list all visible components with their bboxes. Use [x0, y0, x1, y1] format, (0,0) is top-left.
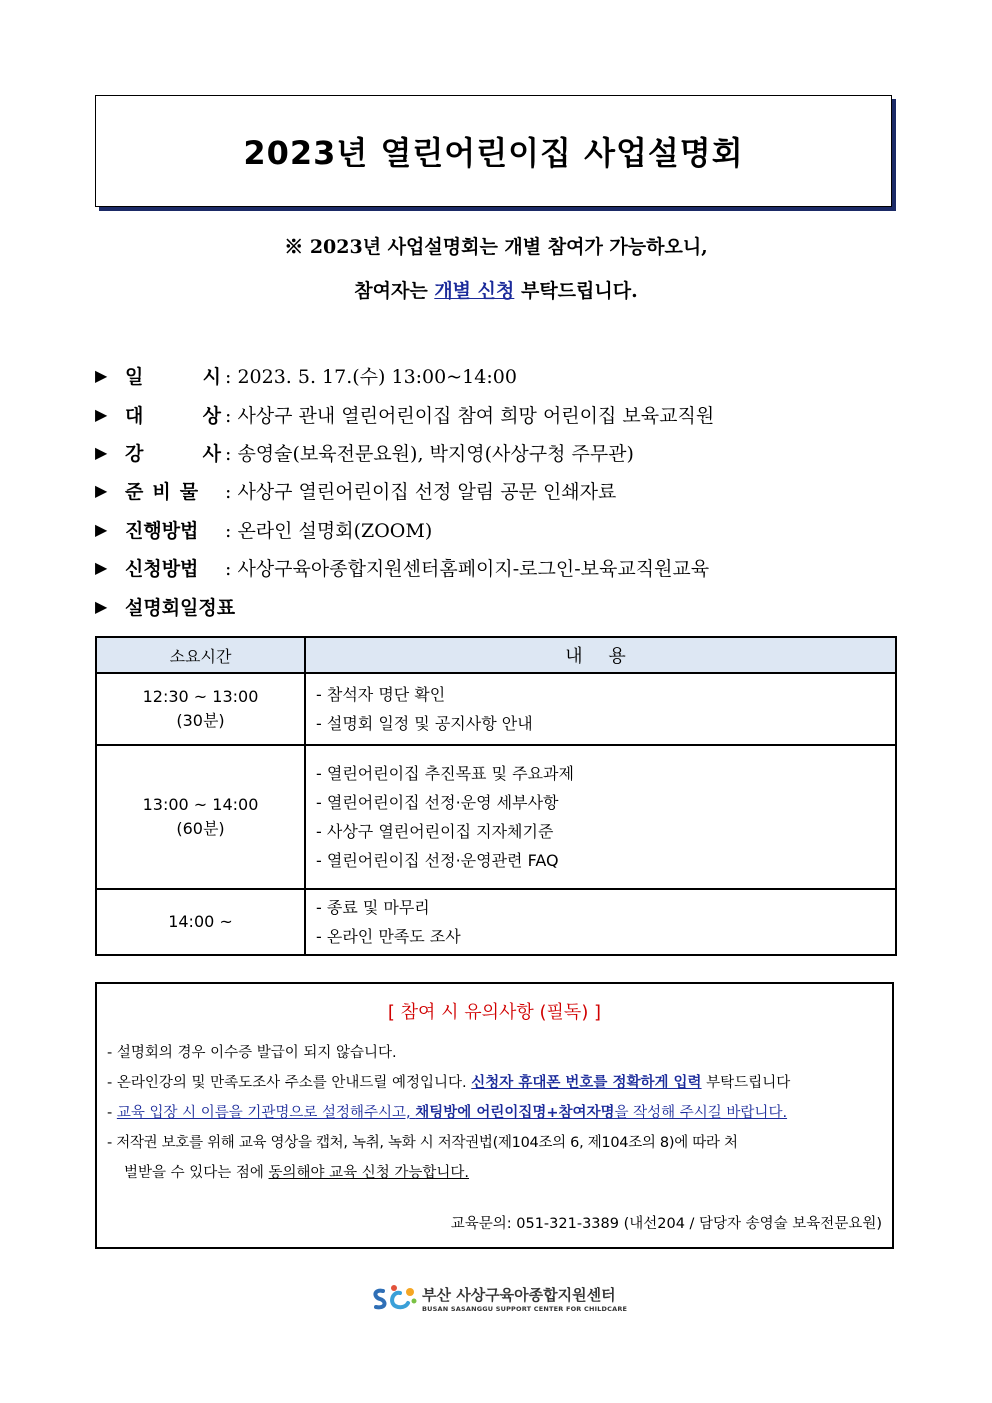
footer-logo [370, 1283, 627, 1313]
table-header: 내 용 [305, 637, 896, 673]
table-row [96, 745, 896, 889]
caution-underline: 동의해야 교육 신청 가능합니다. [268, 1165, 470, 1181]
info-label: 설명회일정표 [125, 597, 236, 619]
info-label: 대 상 [125, 405, 221, 427]
notice-line-1: ※ 2023년 사업설명회는 개별 참여가 가능하오니, [284, 236, 708, 258]
arrow-right-icon: ▶ [95, 481, 108, 500]
schedule-table [95, 636, 897, 956]
table-header: 소요시간 [96, 637, 305, 673]
notice-line-2 [0, 276, 992, 303]
info-row-apply [95, 554, 709, 581]
info-value: : 2023. 5. 17.(수) 13:00~14:00 [225, 366, 517, 388]
content-cell [305, 745, 896, 889]
time-duration: (30분) [176, 711, 225, 730]
info-label: 일 시 [125, 366, 221, 388]
notice-line-2-post: 부탁드립니다. [514, 280, 638, 302]
caution-emphasis: 교육 입장 시 이름을 기관명으로 설정해주시고, [116, 1105, 416, 1121]
info-label: 진행방법 [125, 520, 199, 542]
time-range: 12:30 ~ 13:00 [142, 687, 259, 706]
center-logo-icon [370, 1283, 418, 1313]
info-row-prep [95, 477, 616, 504]
list-item: - 열린어린이집 추진목표 및 주요과제 [316, 764, 574, 783]
time-range: 13:00 ~ 14:00 [142, 795, 259, 814]
caution-text: - 온라인강의 및 만족도조사 주소를 안내드릴 예정입니다. [107, 1075, 472, 1091]
caution-line [97, 1068, 892, 1098]
caution-line [97, 1098, 892, 1128]
arrow-right-icon: ▶ [95, 443, 108, 462]
caution-heading: [ 참여 시 유의사항 (필독) ] [387, 1002, 602, 1023]
time-cell [96, 889, 305, 955]
table-header-row [96, 637, 896, 673]
caution-emphasis: 신청자 휴대폰 번호를 정확하게 입력 [471, 1075, 702, 1091]
content-cell [305, 673, 896, 745]
caution-text: - [107, 1105, 117, 1121]
caution-box [95, 982, 894, 1249]
contact-info: 교육문의: 051-321-3389 (내선204 / 담당자 송영술 보육전문요원) [450, 1216, 882, 1232]
arrow-right-icon: ▶ [95, 597, 108, 616]
time-cell [96, 745, 305, 889]
list-item: - 종료 및 마무리 [316, 898, 430, 917]
table-row [96, 889, 896, 955]
info-row-date [95, 362, 517, 389]
notice-highlight: 개별 신청 [434, 280, 515, 302]
caution-emphasis: 을 작성해 주시길 바랍니다. [614, 1105, 788, 1121]
list-item: - 설명회 일정 및 공지사항 안내 [316, 714, 533, 733]
notice-line-2-pre: 참여자는 [354, 280, 435, 302]
info-value: : 사상구 열린어린이집 선정 알림 공문 인쇄자료 [225, 481, 617, 503]
list-item: - 사상구 열린어린이집 지자체기준 [316, 822, 554, 841]
caution-text: 부탁드립니다 [701, 1075, 791, 1091]
time-duration: (60분) [176, 819, 225, 838]
caution-emphasis: 채팅방에 어린이집명+참여자명 [415, 1105, 615, 1121]
caution-line: - 설명회의 경우 이수증 발급이 되지 않습니다. [107, 1045, 397, 1061]
content-cell [305, 889, 896, 955]
info-row-method [95, 516, 432, 543]
arrow-right-icon: ▶ [95, 366, 108, 385]
info-label: 준비물 [125, 481, 208, 503]
arrow-right-icon: ▶ [95, 558, 108, 577]
table-row [96, 673, 896, 745]
caution-text: 벌받을 수 있다는 점에 [124, 1165, 269, 1181]
footer-org-ko: 부산 사상구육아종합지원센터 [422, 1285, 616, 1304]
info-row-schedule [95, 593, 235, 620]
caution-line [97, 1158, 892, 1188]
time-cell [96, 673, 305, 745]
info-row-lecturer [95, 439, 634, 466]
info-label: 신청방법 [125, 558, 199, 580]
info-value: : 온라인 설명회(ZOOM) [225, 520, 433, 542]
footer-org-en: BUSAN SASANGGU SUPPORT CENTER FOR CHILDCARE [422, 1304, 628, 1313]
list-item: - 열린어린이집 선정·운영관련 FAQ [316, 851, 559, 870]
info-value: : 사상구육아종합지원센터홈페이지-로그인-보육교직원교육 [225, 558, 710, 580]
info-label: 강 사 [125, 443, 221, 465]
arrow-right-icon: ▶ [95, 405, 108, 424]
title-box [95, 95, 892, 207]
list-item: - 참석자 명단 확인 [316, 685, 446, 704]
info-row-target [95, 401, 714, 428]
page-title: 2023년 열린어린이집 사업설명회 [243, 134, 744, 172]
arrow-right-icon: ▶ [95, 520, 108, 539]
footer-text [422, 1284, 627, 1313]
info-value: : 사상구 관내 열린어린이집 참여 희망 어린이집 보육교직원 [225, 405, 715, 427]
list-item: - 온라인 만족도 조사 [316, 927, 461, 946]
info-value: : 송영술(보육전문요원), 박지영(사상구청 주무관) [225, 443, 634, 465]
caution-line: - 저작권 보호를 위해 교육 영상을 캡처, 녹취, 녹화 시 저작권법(제104조의 6, 제104조의 8)에 따라 처 [107, 1135, 738, 1151]
time-range: 14:00 ~ [168, 912, 233, 931]
list-item: - 열린어린이집 선정·운영 세부사항 [316, 793, 559, 812]
